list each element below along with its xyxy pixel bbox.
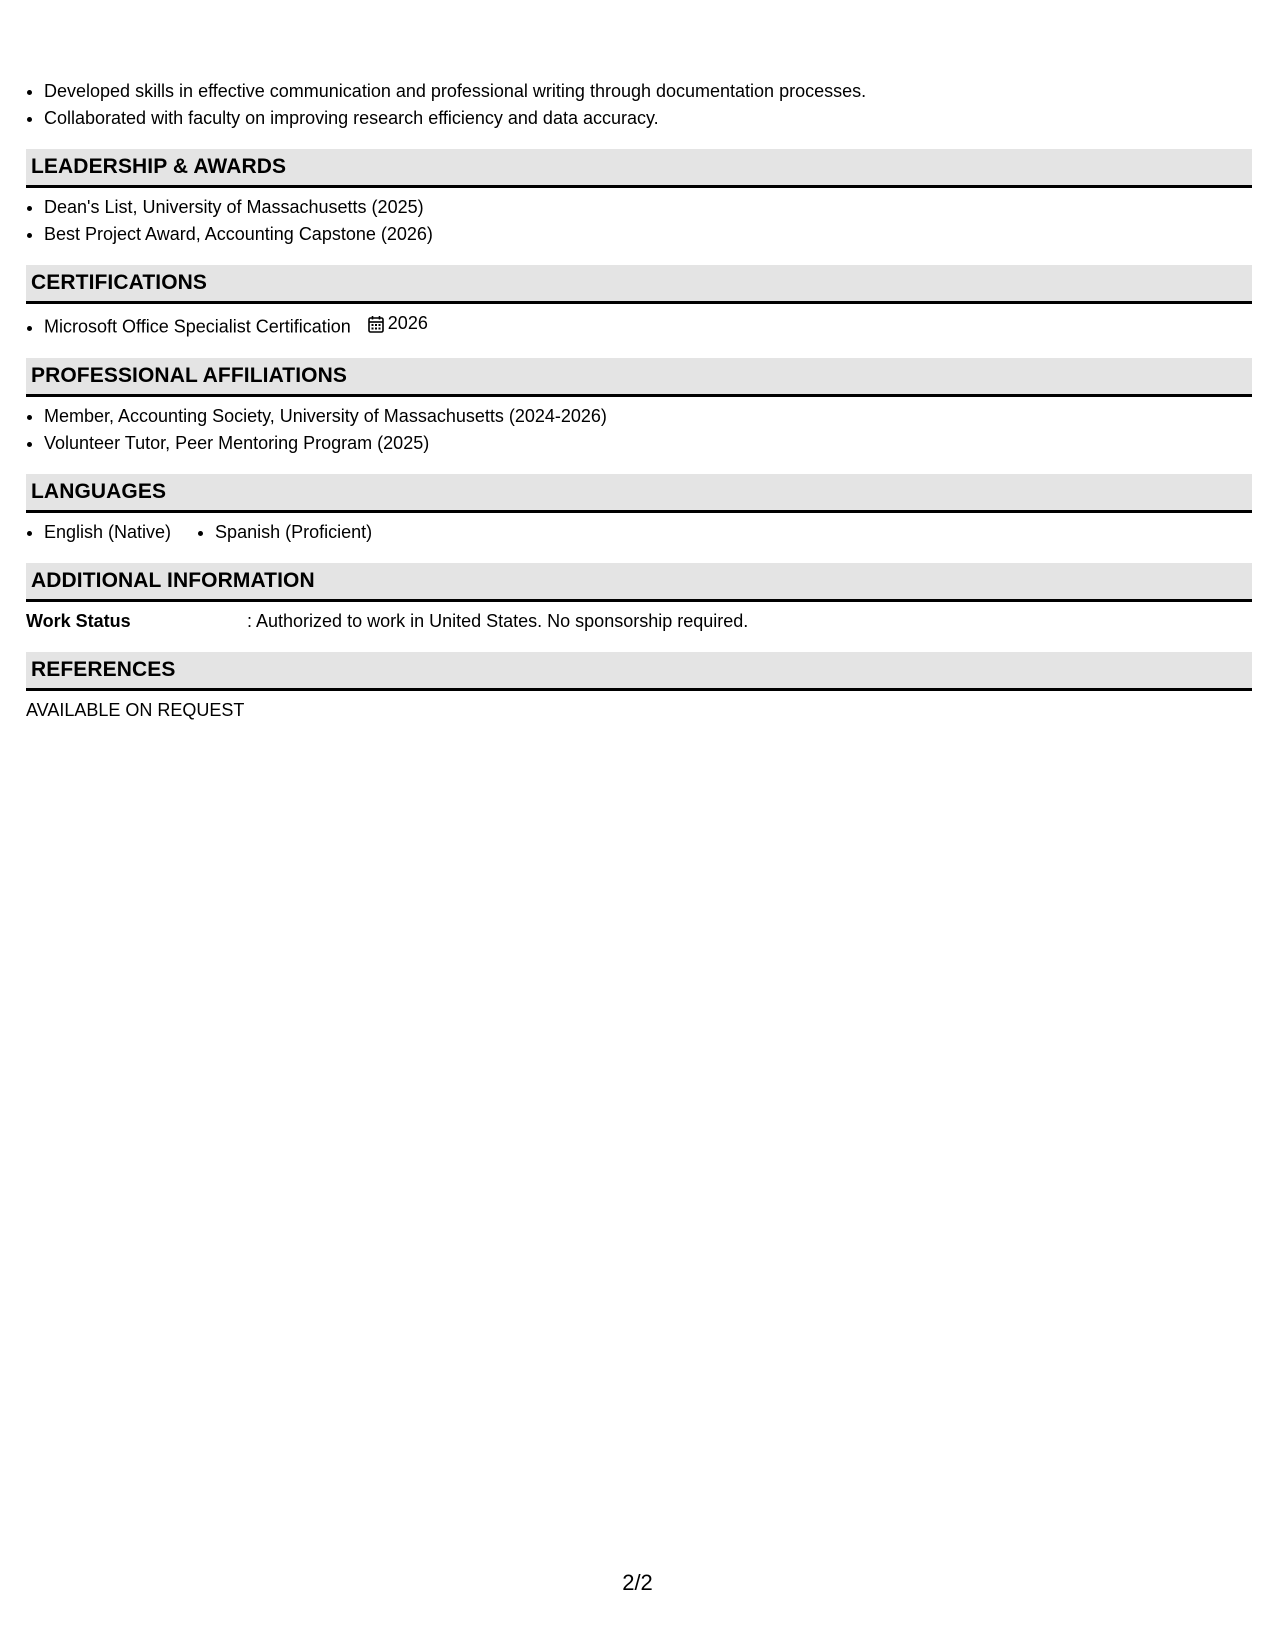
section-header: [26, 358, 1252, 397]
section-header: [26, 652, 1252, 691]
affiliations-list: [26, 403, 1252, 457]
leadership-section: [26, 149, 1252, 248]
languages-list: [26, 519, 1252, 546]
list-item: • Dean's List, University of Massachusetts (2025): [44, 194, 1252, 221]
work-status-value: : Authorized to work in United States. No sponsorship required.: [247, 610, 749, 631]
affiliations-section: [26, 358, 1252, 457]
section-title: ADDITIONAL INFORMATION: [31, 568, 315, 592]
section-header: [26, 265, 1252, 304]
additional-info-section: [26, 563, 1252, 635]
section-title: LANGUAGES: [31, 479, 167, 503]
list-item: • Spanish (Proficient): [215, 519, 372, 546]
section-title: REFERENCES: [31, 657, 176, 681]
resume-page: [26, 78, 1252, 724]
page-number: 2/2: [622, 1570, 653, 1595]
list-item: • Member, Accounting Society, University of Massachusetts (2024-2026): [44, 403, 1252, 430]
certifications-section: [26, 265, 1252, 341]
languages-section: [26, 474, 1252, 546]
section-title: LEADERSHIP & AWARDS: [31, 155, 287, 178]
list-item: • Best Project Award, Accounting Capstone (2026): [44, 221, 1252, 248]
certifications-list: [26, 310, 1252, 341]
certification-name: Microsoft Office Specialist Certification: [44, 316, 351, 337]
experience-bullets: [26, 78, 1252, 132]
section-title: PROFESSIONAL AFFILIATIONS: [31, 363, 347, 387]
section-header: [26, 474, 1252, 513]
references-text: AVAILABLE ON REQUEST: [26, 699, 245, 720]
calendar-icon: [368, 315, 384, 333]
section-header: [26, 563, 1252, 602]
section-header: [26, 149, 1252, 188]
certification-date: [368, 310, 428, 337]
work-status-label: Work Status: [26, 610, 131, 631]
list-item: • Developed skills in effective communication and professional writing through documentation processes.: [44, 78, 1252, 105]
references-section: [26, 652, 1252, 724]
list-item: • English (Native): [44, 519, 171, 546]
list-item: [44, 310, 1252, 341]
certification-year: 2026: [387, 313, 428, 333]
list-item: • Collaborated with faculty on improving research efficiency and data accuracy.: [44, 105, 1252, 132]
leadership-list: [26, 194, 1252, 248]
info-row: [26, 608, 1252, 635]
list-item: • Volunteer Tutor, Peer Mentoring Program (2025): [44, 430, 1252, 457]
section-title: CERTIFICATIONS: [31, 271, 208, 294]
